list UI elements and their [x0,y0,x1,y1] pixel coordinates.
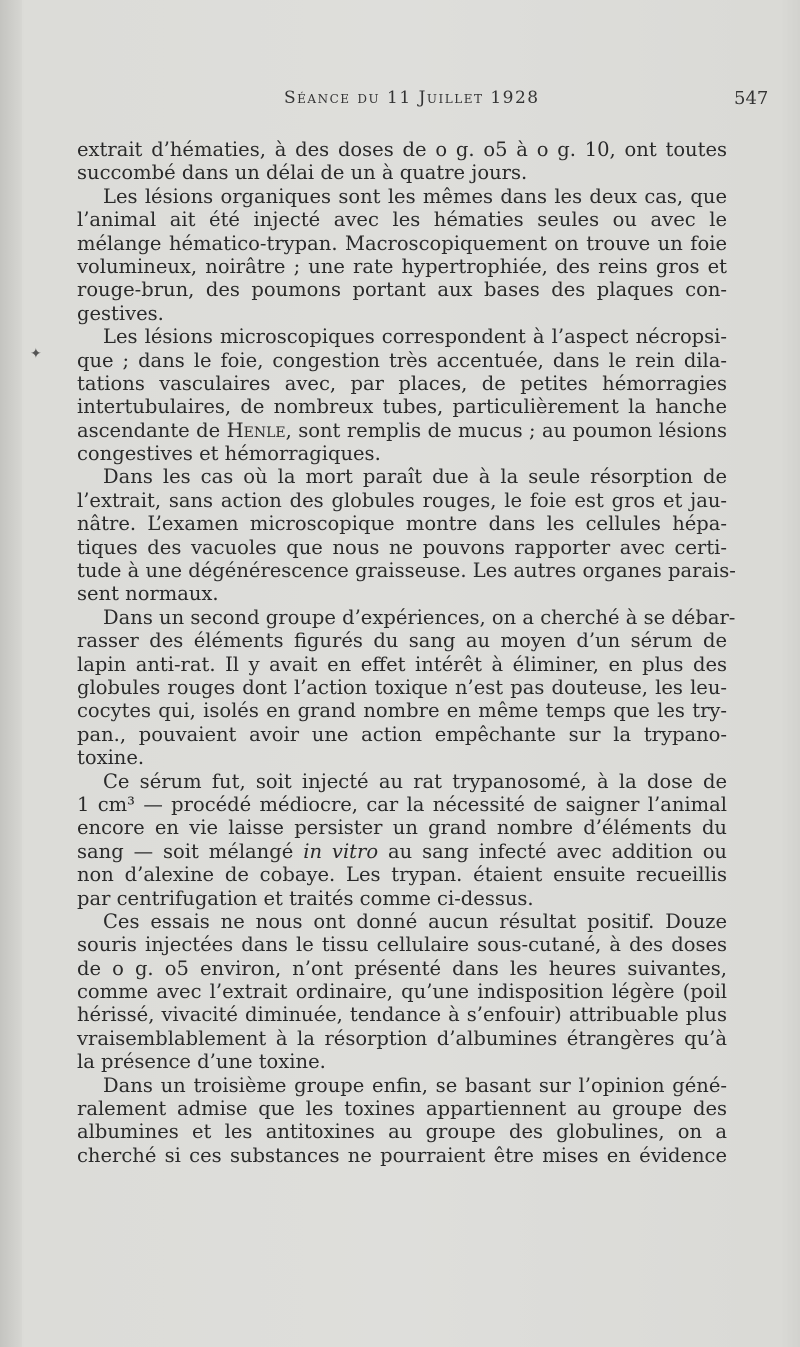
text-line: sang — soit mélangé in vitro au sang infecté avec addition ou [77,839,727,863]
text-line: de o g. o5 environ, n’ont présenté dans les heures suivantes, [77,956,727,980]
text-line: globules rouges dont l’action toxique n’est pas douteuse, les leu- [77,675,727,699]
text-line: ascendante de Henle, sont remplis de mucus ; au poumon lésions [77,418,727,442]
text-line: toxine. [77,746,145,770]
text-line: souris injectées dans le tissu cellulaire sous-cutané, à des doses [77,933,727,957]
text-line: ralement admise que les toxines appartiennent au groupe des [77,1097,727,1121]
text-line: succombé dans un délai de un à quatre jours. [77,161,528,185]
text-line: Dans un second groupe d’expériences, on a cherché à se débar- [103,605,736,629]
text-line: rouge-brun, des poumons portant aux bases des plaques con- [77,278,727,302]
text-line: mélange hématico-trypan. Macroscopiquement on trouve un foie [77,231,727,255]
text-line: Ces essais ne nous ont donné aucun résultat positif. Douze [103,909,727,933]
text-line: la présence d’une toxine. [77,1050,326,1074]
text-line: sent normaux. [77,582,219,606]
text-line: que ; dans le foie, congestion très accentuée, dans le rein dila- [77,348,727,372]
body-text [77,138,736,1167]
text-line: tations vasculaires avec, par places, de petites hémorragies [77,371,727,395]
text-line: Les lésions microscopiques correspondent à l’aspect nécropsi- [103,325,727,349]
text-line: gestives. [77,301,164,325]
text-line: pan., pouvaient avoir une action empêchante sur la trypano- [77,722,727,746]
page-header [0,88,800,118]
text-line: Dans les cas où la mort paraît due à la seule résorption de [103,465,727,489]
text-line: nâtre. L’examen microscopique montre dans les cellules hépa- [77,512,727,536]
page-number: 547 [734,88,769,109]
text-line: comme avec l’extrait ordinaire, qu’une indisposition légère (poil [77,980,727,1004]
text-line: non d’alexine de cobaye. Les trypan. étaient ensuite recueillis [77,863,727,887]
text-line: volumineux, noirâtre ; une rate hypertrophiée, des reins gros et [77,254,727,278]
text-line: vraisemblablement à la résorption d’albumines étrangères qu’à [77,1026,727,1050]
text-line: intertubulaires, de nombreux tubes, particulièrement la hanche [77,395,727,419]
text-line: cherché si ces substances ne pourraient être mises en évidence [77,1143,727,1167]
text-line: Les lésions organiques sont les mêmes dans les deux cas, que [103,184,727,208]
text-line: l’extrait, sans action des globules rouges, le foie est gros et jau- [77,488,727,512]
text-line: hérissé, vivacité diminuée, tendance à s’enfouir) attribuable plus [77,1003,727,1027]
text-line: par centrifugation et traités comme ci-dessus. [77,886,534,910]
text-line: lapin anti-rat. Il y avait en effet intérêt à éliminer, en plus des [77,652,727,676]
text-line: albumines et les antitoxines au groupe des globulines, on a [77,1120,727,1144]
text-line: tude à une dégénérescence graisseuse. Les autres organes parais- [77,559,736,583]
text-line: extrait d’hématies, à des doses de o g. o5 à o g. 10, ont toutes [77,138,727,161]
text-line: congestives et hémorragiques. [77,442,381,466]
author-name: Henle [226,418,286,442]
text-line: Ce sérum fut, soit injecté au rat trypanosomé, à la dose de [103,769,727,793]
page-binding-edge [0,0,22,1347]
text-line: Dans un troisième groupe enfin, se basant sur l’opinion géné- [103,1073,727,1097]
text-line: cocytes qui, isolés en grand nombre en même temps que les try- [77,699,727,723]
text-line: 1 cm³ — procédé médiocre, car la nécessité de saigner l’animal [77,792,727,816]
text-line: rasser des éléments figurés du sang au moyen d’un sérum de [77,629,727,653]
running-title: Séance du 11 Juillet 1928 [284,88,540,108]
margin-blemish: ✦ [30,346,42,362]
text-line: l’animal ait été injecté avec les hématies seules ou avec le [77,208,727,232]
latin-term: in vitro [303,839,379,863]
text-line: encore en vie laisse persister un grand nombre d’éléments du [77,816,727,840]
text-line: tiques des vacuoles que nous ne pouvons rapporter avec certi- [77,535,727,559]
